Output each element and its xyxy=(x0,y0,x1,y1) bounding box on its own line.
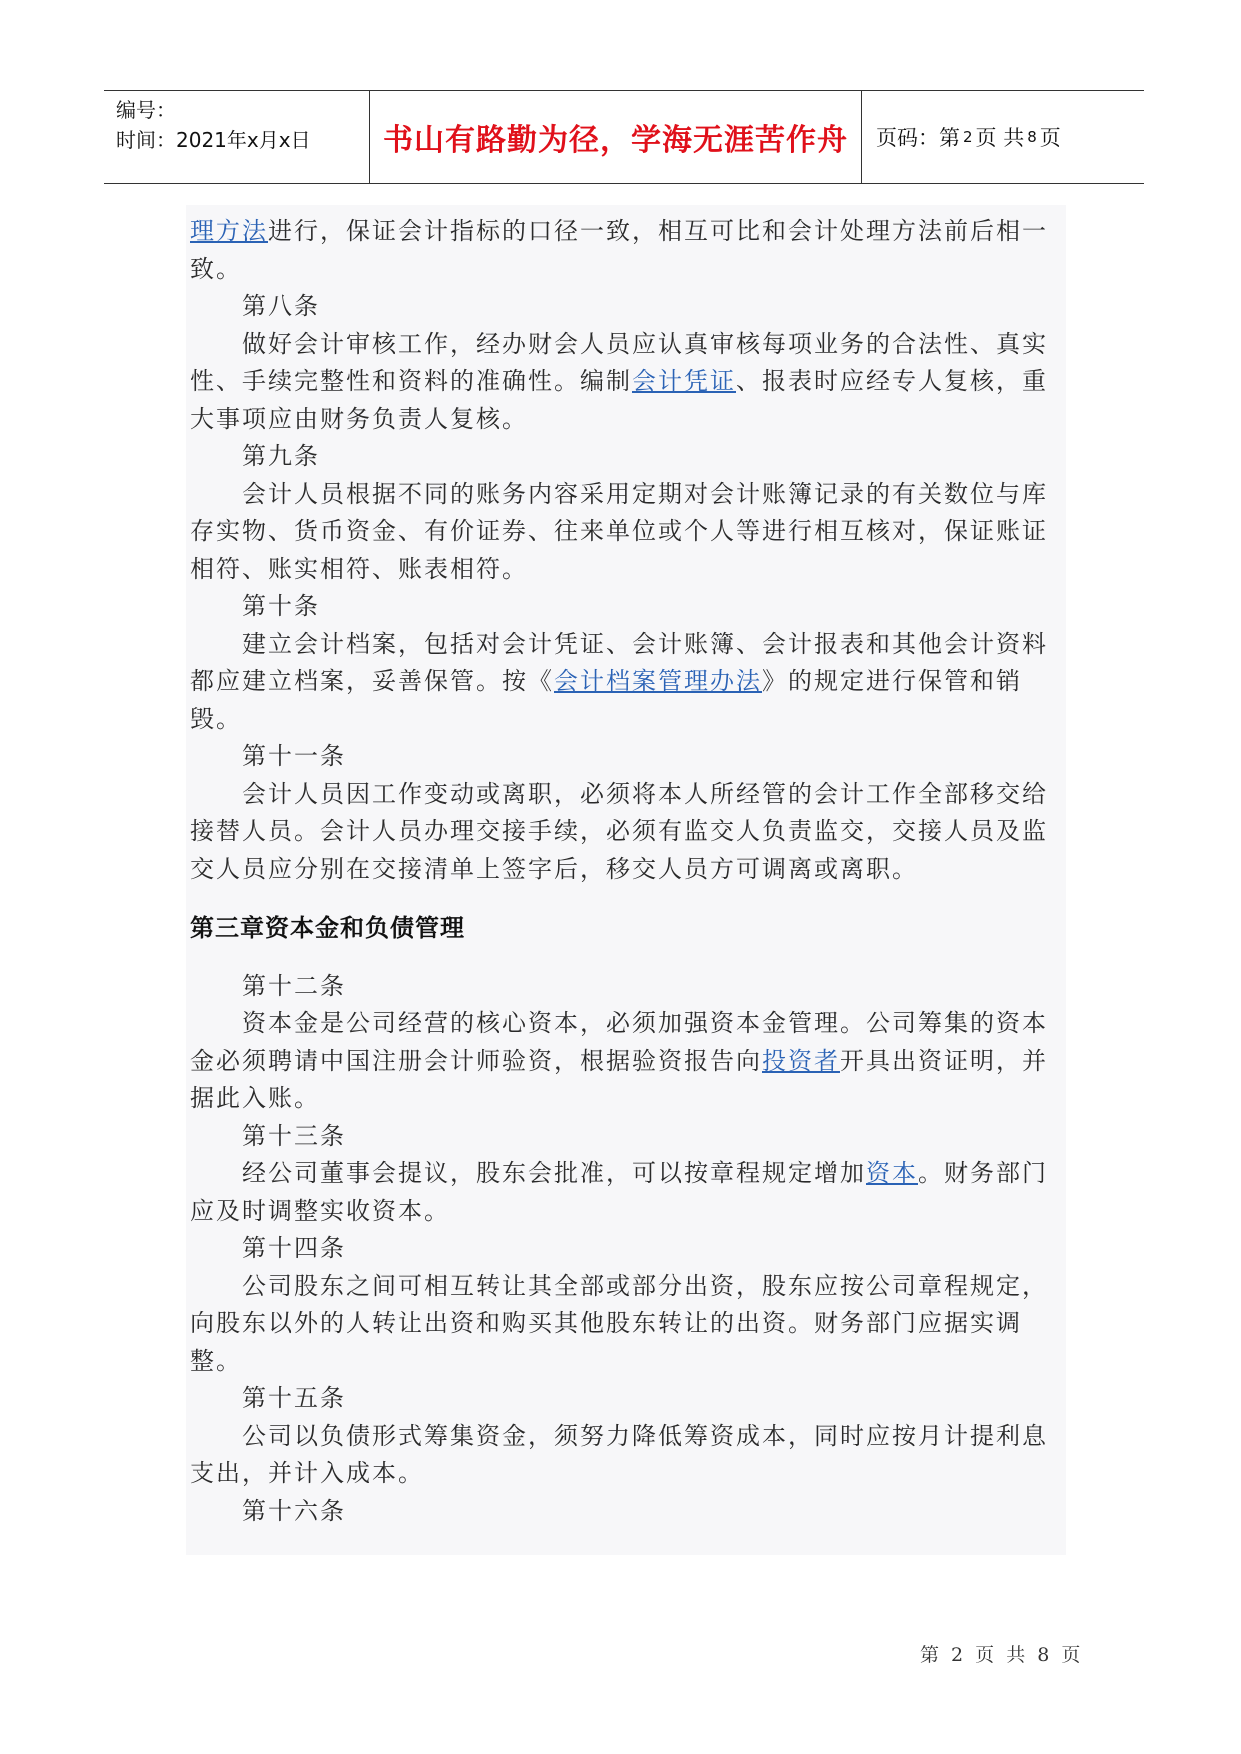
document-text xyxy=(190,213,1066,1530)
header-page-suffix: 页 xyxy=(1039,126,1061,150)
header-page-info xyxy=(862,91,1144,183)
paragraph-text: 经公司董事会提议，股东会批准，可以按章程规定增加 xyxy=(242,1159,866,1187)
header-number-label: 编号： xyxy=(116,98,176,122)
paragraph-text: 、报表时应经专人复核，重大事项应由财务负责人复核。 xyxy=(190,367,1048,433)
link-investor[interactable]: 投资者 xyxy=(762,1046,840,1075)
paragraph: 会计人员因工作变动或离职，必须将本人所经管的会计工作全部移交给接替人员。会计人员办理交接手续，必须有监交人负责监交，交接人员及监交人员应分别在交接清单上签字后，移交人员方可调离或离职。 xyxy=(190,779,1048,883)
paragraph-text: 》的规定进行保管和销毁。 xyxy=(190,667,1022,733)
article-heading: 第十条 xyxy=(242,592,320,620)
header-motto: 书山有路勤为径，学海无涯苦作舟 xyxy=(369,91,862,183)
paragraph: 公司股东之间可相互转让其全部或部分出资，股东应按公司章程规定，向股东以外的人转让出资和购买其他股东转让的出资。财务部门应据实调整。 xyxy=(190,1271,1048,1375)
header-page-mid: 页 共 xyxy=(975,126,1025,150)
article-heading: 第十三条 xyxy=(242,1121,346,1150)
paragraph-text: 进行，保证会计指标的口径一致，相互可比和会计处理方法前后相一致。 xyxy=(190,217,1048,283)
paragraph: 会计人员根据不同的账务内容采用定期对会计账簿记录的有关数位与库存实物、货币资金、有价证券、往来单位或个人等进行相互核对，保证账证相符、账实相符、账表相符。 xyxy=(190,479,1048,583)
paragraph xyxy=(190,213,1066,288)
header-left-cell xyxy=(104,91,369,183)
paragraph-text: 做好会计审核工作，经办财会人员应认真审核每项业务的合法性、真实性、手续完整性和资料的准确性。编制 xyxy=(190,329,1048,395)
article-heading: 第八条 xyxy=(242,292,320,320)
page-header xyxy=(104,90,1144,184)
header-time-label: 时间：2021年x月x日 xyxy=(116,128,311,152)
header-page-current: 2 xyxy=(963,128,973,146)
paragraph-text: 。财务部门应及时调整实收资本。 xyxy=(190,1159,1048,1225)
article-heading: 第九条 xyxy=(242,442,320,470)
document-body xyxy=(186,205,1066,1555)
paragraph xyxy=(190,326,1066,439)
paragraph xyxy=(190,626,1066,739)
link-capital[interactable]: 资本 xyxy=(866,1159,918,1187)
paragraph-text: 开具出资证明，并据此入账。 xyxy=(190,1046,1048,1112)
paragraph-text: 建立会计档案，包括对会计凭证、会计账簿、会计报表和其他会计资料都应建立档案，妥善保管。按《 xyxy=(190,629,1048,695)
article-heading: 第十六条 xyxy=(242,1496,346,1525)
link-method[interactable]: 理方法 xyxy=(190,217,268,245)
article-heading: 第十五条 xyxy=(242,1384,346,1412)
header-page-prefix: 页码：第 xyxy=(876,126,960,150)
article-heading: 第十四条 xyxy=(242,1234,346,1262)
paragraph-text: 资本金是公司经营的核心资本，必须加强资本金管理。公司筹集的资本金必须聘请中国注册会计师验资，根据验资报告向 xyxy=(190,1009,1048,1075)
paragraph: 公司以负债形式筹集资金，须努力降低筹资成本，同时应按月计提利息支出，并计入成本。 xyxy=(190,1421,1048,1487)
article-heading: 第十一条 xyxy=(242,742,346,770)
paragraph xyxy=(190,1005,1066,1118)
link-archive-rules[interactable]: 会计档案管理办法 xyxy=(554,667,762,695)
paragraph xyxy=(190,1155,1066,1230)
header-page-total: 8 xyxy=(1027,128,1037,146)
article-heading: 第十二条 xyxy=(242,971,346,1000)
chapter-heading: 第三章资本金和负债管理 xyxy=(190,914,465,942)
link-accounting-voucher[interactable]: 会计凭证 xyxy=(632,367,736,395)
page-footer: 第 2 页 共 8 页 xyxy=(920,1644,1084,1666)
